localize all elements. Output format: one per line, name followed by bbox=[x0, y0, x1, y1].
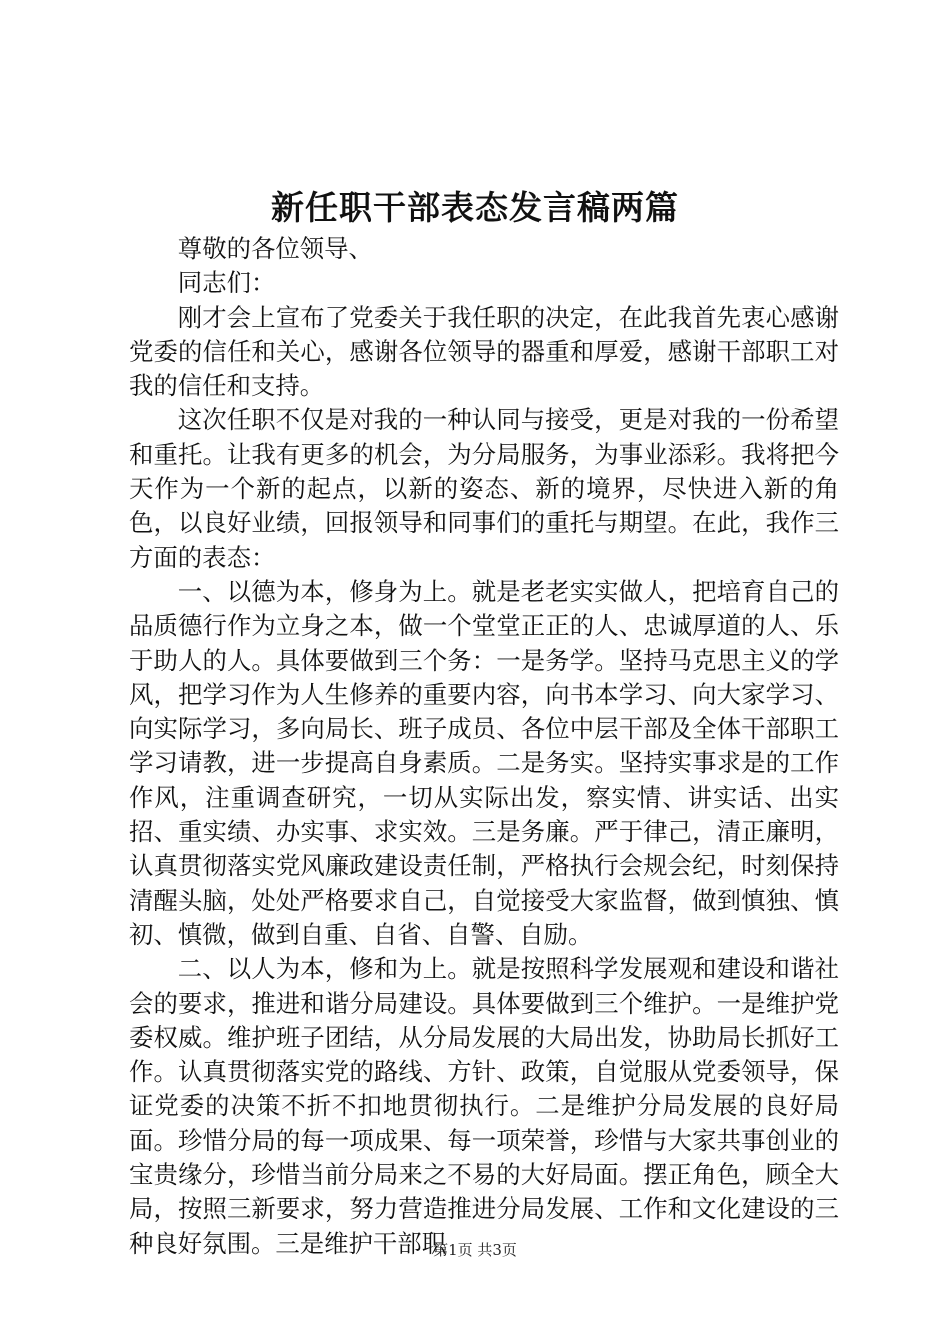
salutation-line-1: 尊敬的各位领导、 bbox=[177, 234, 373, 263]
paragraph-point-two: 二、以人为本，修和为上。就是按照科学发展观和建设和谐社会的要求，推进和谐分局建设。具体要做到三个维护。一是维护党委权威。维护班子团结，从分局发展的大局出发，协助局长抓好工作。认真贯彻落实党的路线、方针、政策，自觉服从党委领导，保证党委的决策不折不扣地贯彻执行。二是维护分局发展的良好局面。珍惜分局的每一项成果、每一项荣誉，珍惜与大家共事创业的宝贵缘分，珍惜当前分局来之不易的大好局面。摆正角色，顾全大局，按照三新要求，努力营造推进分局发展、工作和文化建设的三种良好氛围。三是维护干部职 bbox=[129, 954, 839, 1258]
paragraph-point-one: 一、以德为本，修身为上。就是老老实实做人，把培育自己的品质德行作为立身之本，做一个堂堂正正的人、忠诚厚道的人、乐于助人的人。具体要做到三个务：一是务学。坚持马克思主义的学风，把学习作为人生修养的重要内容，向书本学习、向大家学习、向实际学习，多向局长、班子成员、各位中层干部及全体干部职工学习请教，进一步提高自身素质。二是务实。坚持实事求是的工作作风，注重调查研究，一切从实际出发，察实情、讲实话、出实招、重实绩、办实事、求实效。三是务廉。严于律己，清正廉明，认真贯彻落实党风廉政建设责任制，严格执行会规会纪，时刻保持清醒头脑，处处严格要求自己，自觉接受大家监督，做到慎独、慎初、慎微，做到自重、自省、自警、自励。 bbox=[129, 576, 839, 949]
paragraph-thanks: 刚才会上宣布了党委关于我任职的决定，在此我首先衷心感谢党委的信任和关心，感谢各位领导的器重和厚爱，感谢干部职工对我的信任和支持。 bbox=[129, 302, 839, 401]
document-body bbox=[129, 232, 839, 1261]
salutation-line-2: 同志们： bbox=[177, 268, 276, 298]
document-title: 新任职干部表态发言稿两篇 bbox=[271, 188, 679, 227]
page-footer: 第1页 共3页 bbox=[433, 1241, 517, 1259]
paragraph-intro: 这次任职不仅是对我的一种认同与接受，更是对我的一份希望和重托。让我有更多的机会，为分局服务，为事业添彩。我将把今天作为一个新的起点，以新的姿态、新的境界，尽快进入新的角色，以良好业绩，回报领导和同事们的重托与期望。在此，我作三方面的表态： bbox=[129, 405, 839, 572]
